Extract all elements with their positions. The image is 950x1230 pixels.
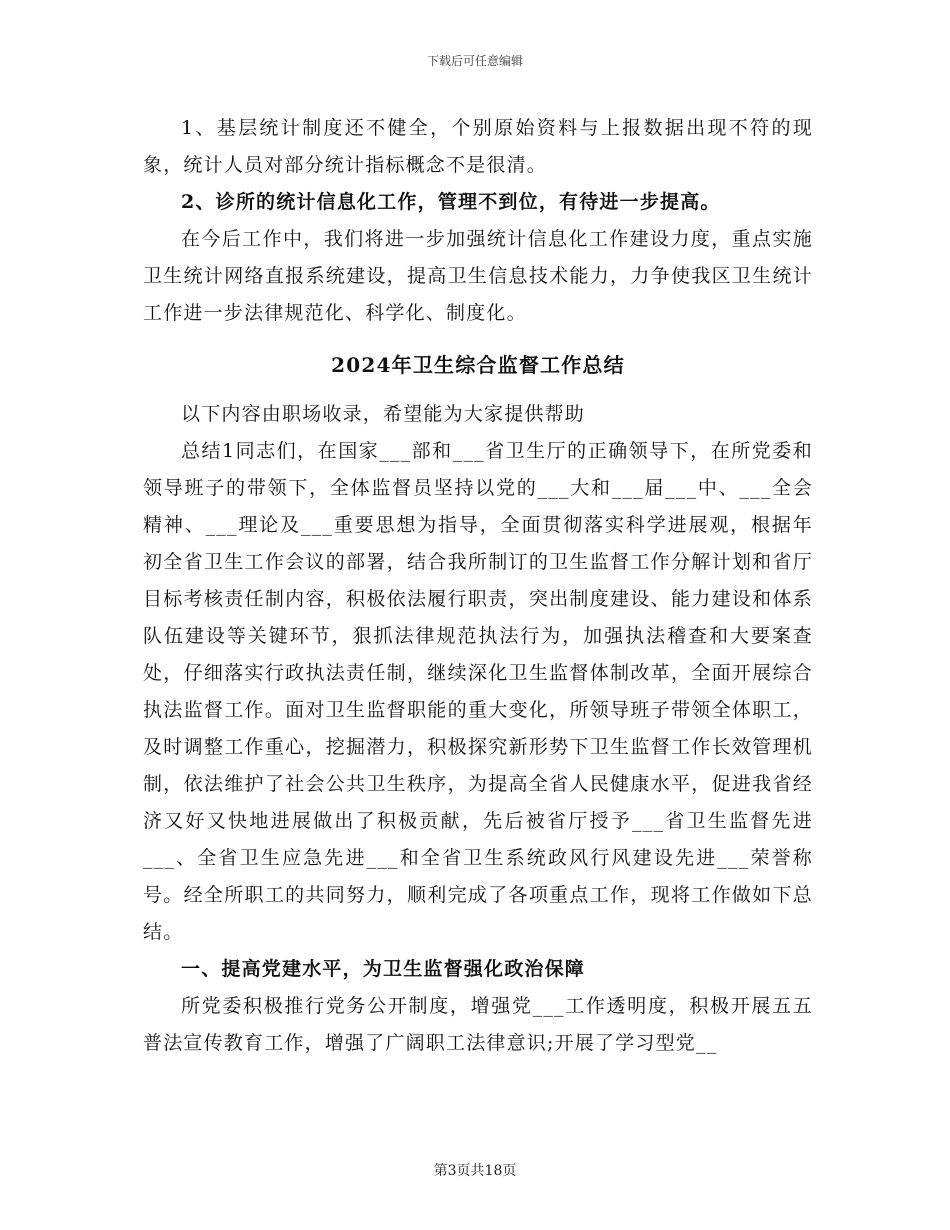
page-number: 第3页共18页 xyxy=(433,1163,517,1179)
plan-paragraph: 在今后工作中，我们将进一步加强统计信息化工作建设力度，重点实施卫生统计网络直报系统建设，提高卫生信息技术能力，力争使我区卫生统计工作进一步法律规范化、科学化、制度化。 xyxy=(143,228,813,324)
section-1-paragraph: 所党委积极推行党务公开制度，增强党___工作透明度，积极开展五五普法宣传教育工作，增强了广阔职工法律意识;开展了学习型党__ xyxy=(143,995,813,1054)
document-body xyxy=(143,110,813,1062)
issue-item-2: 2、诊所的统计信息化工作，管理不到位，有待进一步提高。 xyxy=(181,191,721,213)
issue-item-1: 1、基层统计制度还不健全，个别原始资料与上报数据出现不符的现象，统计人员对部分统计指标概念不是很清。 xyxy=(143,117,813,176)
section-1-heading: 一、提高党建水平，为卫生监督强化政治保障 xyxy=(181,958,586,980)
intro-paragraph: 以下内容由职场收录，希望能为大家提供帮助 xyxy=(181,403,586,425)
document-title: 2024年卫生综合监督工作总结 xyxy=(331,353,625,377)
summary-paragraph: 总结1同志们，在国家___部和___省卫生厅的正确领导下，在所党委和领导班子的带领下，全体监督员坚持以党的___大和___届___中、___全会精神、___理论及___重要思想为指导，全面贯彻落实科学进展观，根据年初全省卫生工作会议的部署，结合我所制订的卫生监督工作分解计划和省厅目标考核责任制内容，积极依法履行职责，突出制度建设、能力建设和体系队伍建设等关键环节，狠抓法律规范执法行为，加强执法稽查和大要案查处，仔细落实行政执法责任制，继续深化卫生监督体制改革，全面开展综合执法监督工作。面对卫生监督职能的重大变化，所领导班子带领全体职工，及时调整工作重心，挖掘潜力，积极探究新形势下卫生监督工作长效管理机制，依法维护了社会公共卫生秩序，为提高全省人民健康水平，促进我省经济又好又快地进展做出了积极贡献，先后被省厅授予___省卫生监督先进___、全省卫生应急先进___和全省卫生系统政风行风建设先进___荣誉称号。经全所职工的共同努力，顺利完成了各项重点工作，现将工作做如下总结。 xyxy=(143,440,813,943)
page-header: 下载后可任意编辑 xyxy=(426,54,523,68)
